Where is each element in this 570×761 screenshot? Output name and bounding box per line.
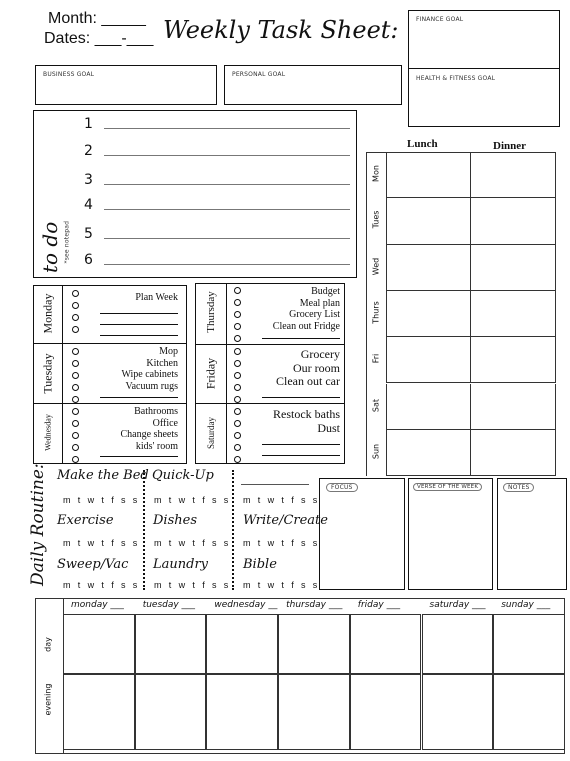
routine-item: Sweep/Vac [57,557,129,572]
todo-number: 5 [84,226,93,242]
task-checkbox[interactable] [234,372,241,379]
week-day-header: sunday ___ [501,600,551,610]
task-text: Grocery [300,347,340,361]
task-checkbox[interactable] [72,408,79,415]
task-checkbox[interactable] [234,287,241,294]
todo-number: 3 [84,172,93,188]
verse-label: VERSE OF THE WEEK [413,483,482,491]
task-checkbox[interactable] [234,299,241,306]
meal-day-label: Mon [371,165,381,183]
task-checkbox[interactable] [72,326,79,333]
task-checkbox[interactable] [234,360,241,367]
focus-label: FOCUS [326,483,358,492]
lunch-cell[interactable] [386,245,471,291]
day-label-saturday: Saturday [206,417,216,449]
task-checkbox[interactable] [72,384,79,391]
task-text: Dust [317,420,340,435]
finance-goal-box[interactable] [408,10,560,69]
task-text: Vacuum rugs [125,380,178,392]
meal-day-label: Sat [371,398,381,412]
meal-day-label: Fri [371,354,381,364]
todo-line[interactable] [104,209,350,210]
meal-day-label: Thurs [371,301,381,324]
routine-item: Write/Create [243,513,328,528]
task-text: Grocery List [289,309,340,320]
task-checkbox[interactable] [234,323,241,330]
dinner-cell[interactable] [471,430,556,476]
week-cell-evening[interactable] [206,674,278,750]
routine-days[interactable]: m t w t f s s [243,495,320,505]
task-checkbox[interactable] [234,396,241,403]
routine-days[interactable]: m t w t f s s [63,538,140,548]
meal-day-label: Tues [371,211,381,229]
lunch-cell[interactable] [386,430,471,476]
week-cell-day[interactable] [422,614,494,674]
routine-blank-line [241,484,309,485]
todo-line[interactable] [104,238,350,239]
task-checkbox[interactable] [234,444,241,451]
week-cell-day[interactable] [493,614,565,674]
todo-line[interactable] [104,155,350,156]
task-checkbox[interactable] [234,384,241,391]
task-checkbox[interactable] [234,348,241,355]
todo-box[interactable] [33,110,357,278]
health-goal-box[interactable] [408,68,560,127]
routine-item: Quick-Up [152,468,214,483]
page-title: Weekly Task Sheet: [163,16,399,44]
routine-days[interactable]: m t w t f s s [243,580,320,590]
dinner-cell[interactable] [471,291,556,337]
dinner-cell[interactable] [471,384,556,430]
dinner-cell[interactable] [471,152,556,198]
week-cell-evening[interactable] [350,674,422,750]
routine-item: Exercise [57,513,114,528]
routine-days[interactable]: m t w t f s s [154,580,231,590]
routine-item: Dishes [153,513,197,528]
week-day-header: friday ___ [357,600,401,610]
task-text: Mop [159,346,178,357]
task-text: Meal plan [299,297,340,309]
task-checkbox[interactable] [72,290,79,297]
task-text: kids' room [135,440,178,452]
routine-divider [232,470,234,590]
meal-day-label: Wed [371,257,381,275]
routine-days[interactable]: m t w t f s s [63,495,140,505]
task-checkbox[interactable] [72,348,79,355]
task-checkbox[interactable] [72,432,79,439]
dinner-header: Dinner [493,140,526,152]
business-goal-label: BUSINESS GOAL [43,71,95,78]
todo-number: 6 [84,252,93,268]
task-checkbox[interactable] [234,408,241,415]
day-label-friday: Friday [203,357,218,390]
lunch-cell[interactable] [386,198,471,244]
week-day-header: saturday ___ [429,600,486,610]
day-label-monday: Monday [40,293,55,334]
task-checkbox[interactable] [72,396,79,403]
meal-day-label: Sun [371,443,381,460]
week-day-header: wednesday __ [214,600,278,610]
todo-line[interactable] [104,264,350,265]
routine-days[interactable]: m t w t f s s [63,580,140,590]
day-label-tuesday: Tuesday [40,353,55,394]
routine-divider [143,470,145,590]
task-checkbox[interactable] [72,420,79,427]
day-label-wednesday: Wednesday [43,414,53,451]
week-cell-day[interactable] [63,614,135,674]
todo-number: 2 [84,143,93,159]
week-cell-day[interactable] [350,614,422,674]
week-cell-evening[interactable] [63,674,135,750]
week-cell-day[interactable] [206,614,278,674]
week-cell-day[interactable] [278,614,350,674]
week-cell-evening[interactable] [422,674,494,750]
task-checkbox[interactable] [72,456,79,463]
week-cell-evening[interactable] [135,674,207,750]
week-row-label: day [43,637,53,652]
todo-label: to do [38,221,62,273]
routine-days[interactable]: m t w t f s s [154,538,231,548]
routine-days[interactable]: m t w t f s s [243,538,320,548]
todo-line[interactable] [104,184,350,185]
task-checkbox[interactable] [72,372,79,379]
task-text: Restock baths [273,407,340,421]
business-goal-box[interactable] [35,65,217,105]
todo-number: 4 [84,197,93,213]
week-day-header: monday ___ [71,600,124,610]
lunch-cell[interactable] [386,291,471,337]
notes-label: NOTES [503,483,534,492]
task-checkbox[interactable] [72,360,79,367]
todo-number: 1 [84,116,93,132]
task-checkbox[interactable] [234,432,241,439]
routine-item: Make the Bed [57,468,149,483]
task-checkbox[interactable] [234,335,241,342]
task-text: Plan Week [135,292,178,303]
todo-line[interactable] [104,128,350,129]
notes-box[interactable] [497,478,567,590]
task-text: Office [152,417,178,429]
lunch-cell[interactable] [386,337,471,383]
routine-label: Daily Routine: [28,463,48,586]
dates-label: Dates: ___-___ [44,30,154,47]
task-checkbox[interactable] [72,302,79,309]
routine-item: Bible [243,557,277,572]
week-cell-day[interactable] [135,614,207,674]
personal-goal-label: PERSONAL GOAL [232,71,286,78]
dinner-cell[interactable] [471,337,556,383]
task-text: Kitchen [146,357,178,369]
personal-goal-box[interactable] [224,65,402,105]
lunch-header: Lunch [407,138,438,150]
task-text: Wipe cabinets [121,369,178,380]
day-label-thursday: Thursday [205,291,217,333]
lunch-cell[interactable] [386,384,471,430]
task-text: Clean out car [276,374,340,388]
task-text: Change sheets [120,429,178,440]
finance-goal-label: FINANCE GOAL [416,16,464,23]
dinner-cell[interactable] [471,198,556,244]
task-text: Our room [293,360,340,375]
verse-box[interactable] [408,478,493,590]
task-text: Clean out Fridge [272,320,340,332]
dinner-cell[interactable] [471,245,556,291]
routine-item: Laundry [153,557,209,572]
week-cell-evening[interactable] [493,674,565,750]
week-cell-evening[interactable] [278,674,350,750]
task-checkbox[interactable] [234,456,241,463]
task-text: Budget [311,286,340,297]
week-row-label: evening [43,683,53,716]
task-text: Bathrooms [134,406,178,417]
task-checkbox[interactable] [72,314,79,321]
routine-days[interactable]: m t w t f s s [154,495,231,505]
task-checkbox[interactable] [72,444,79,451]
week-day-header: thursday ___ [286,600,343,610]
lunch-cell[interactable] [386,152,471,198]
task-checkbox[interactable] [234,420,241,427]
month-label: Month: _____ [48,10,146,27]
focus-box[interactable] [319,478,405,590]
health-goal-label: HEALTH & FITNESS GOAL [416,75,496,82]
week-day-header: tuesday ___ [142,600,196,610]
task-checkbox[interactable] [234,311,241,318]
todo-sublabel: *see notepad [63,220,71,264]
